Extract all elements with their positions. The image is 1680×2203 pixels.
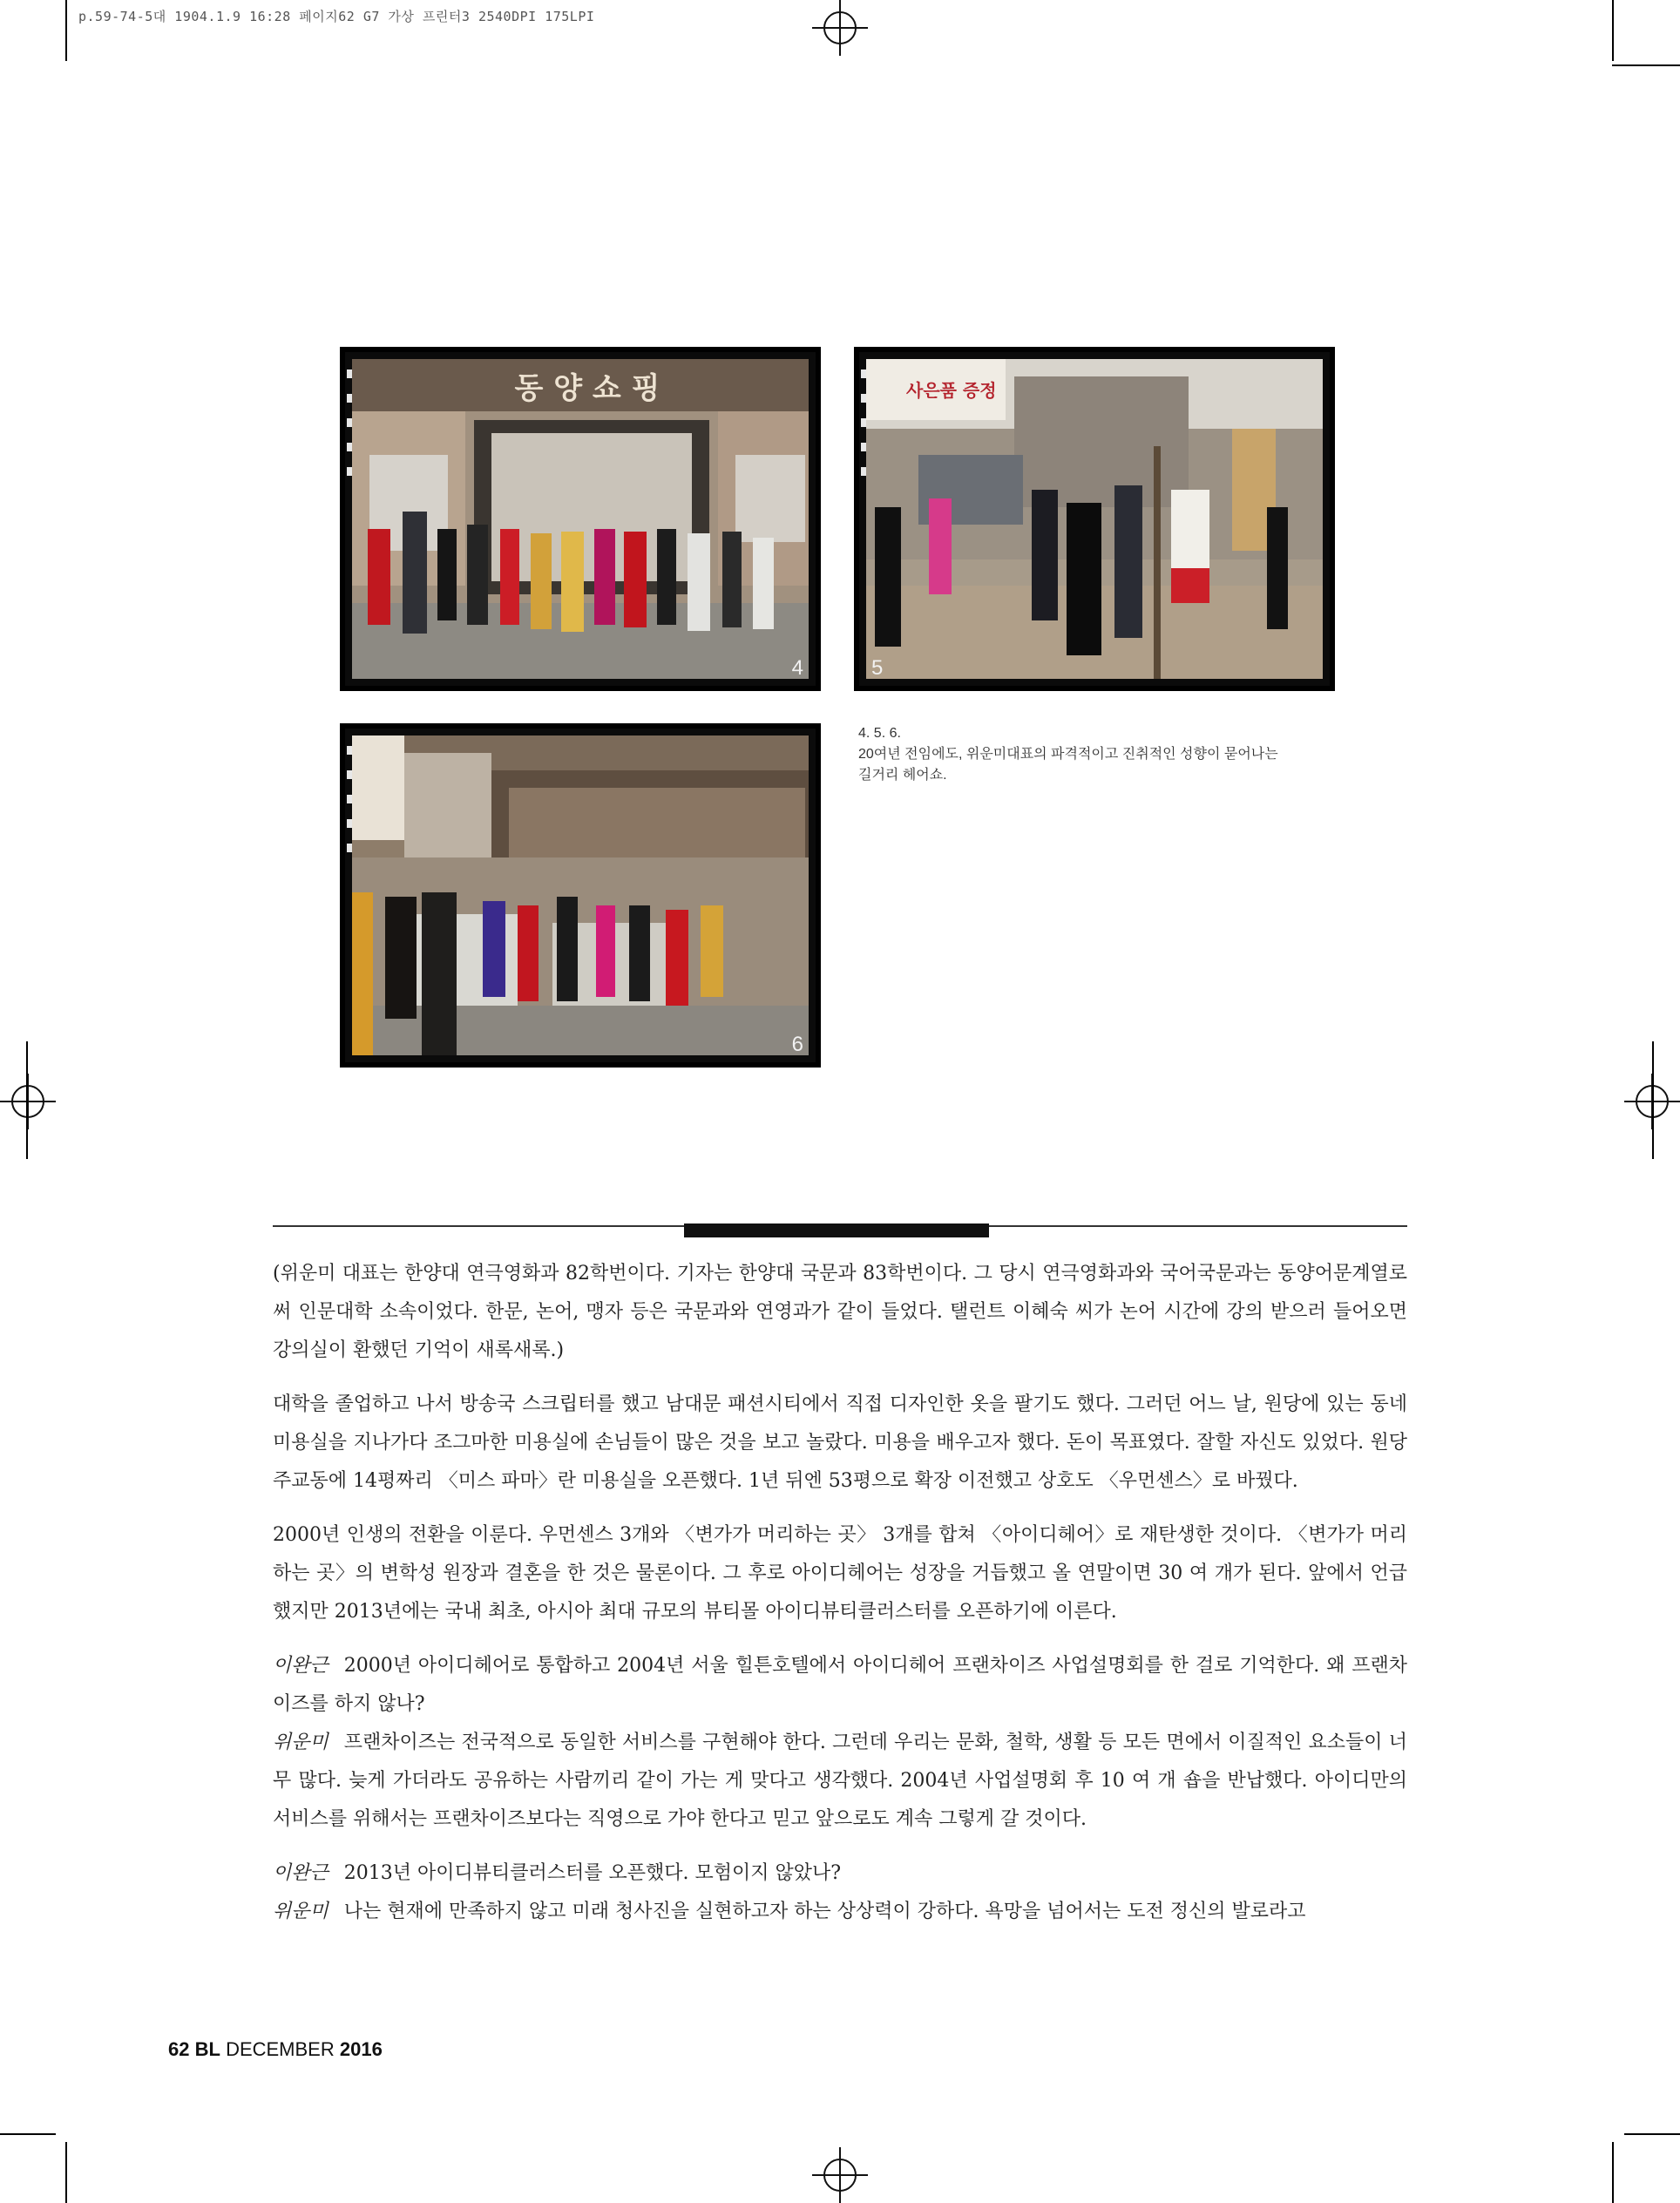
speaker-name: 이완근 xyxy=(273,1655,329,1677)
paragraph: 2000년 인생의 전환을 이룬다. 우먼센스 3개와 〈변가가 머리하는 곳〉 3개를 합쳐 〈아이디헤어〉로 재탄생한 것이다. 〈변가가 머리하는 곳〉의 변학성 원장과 결혼을 한 것은 물론이다. 그 후로 아이디헤어는 성장을 거듭했고 올 연말이면 30 여 개가 된다. 앞에서 언급했지만 2013년에는 국내 최초, 아시아 최대 규모의 뷰티몰 아이디뷰티클러스터를 오픈하기에 이른다. xyxy=(273,1524,1407,1623)
paragraph: 대학을 졸업하고 나서 방송국 스크립터를 했고 남대문 패션시티에서 직접 디자인한 옷을 팔기도 했다. 그러던 어느 날, 원당에 있는 동네 미용실을 지나가다 조그마한 미용실에 손님들이 많은 것을 보고 놀랐다. 미용을 배우고자 했다. 돈이 목표였다. 잘할 자신도 있었다. 원당 주교동에 14평짜리 〈미스 파마〉란 미용실을 오픈했다. 1년 뒤엔 53평으로 확장 이전했고 상호도 〈우먼센스〉로 바꿨다. xyxy=(273,1393,1407,1492)
qa-text: 2000년 아이디헤어로 통합하고 2004년 서울 힐튼호텔에서 아이디헤어 프랜차이즈 사업설명회를 한 걸로 기억한다. 왜 프랜차이즈를 하지 않나? xyxy=(273,1655,1407,1715)
film-sprocket xyxy=(347,394,352,403)
photo-number: 4 xyxy=(791,656,803,680)
article-body xyxy=(273,1255,1407,1931)
paragraph: (위운미 대표는 한양대 연극영화과 82학번이다. 기자는 한양대 국문과 83학번이다. 그 당시 연극영화과와 국어국문과는 동양어문계열로써 인문대학 소속이었다. 한문, 논어, 맹자 등은 국문과와 연영과가 같이 들었다. 탤런트 이혜숙 씨가 논어 시간에 강의 받으러 들어오면 강의실이 환했던 기억이 새록새록.) xyxy=(273,1263,1407,1361)
film-sprocket xyxy=(861,467,866,476)
photo-number: 6 xyxy=(791,1033,803,1056)
registration-mark-icon xyxy=(0,1074,56,1129)
film-sprocket xyxy=(347,369,352,378)
qa-question xyxy=(273,1647,1407,1724)
film-sprocket xyxy=(861,369,866,378)
speaker-name: 위운미 xyxy=(273,1901,329,1922)
film-sprocket xyxy=(347,819,352,828)
qa-text: 나는 현재에 만족하지 않고 미래 청사진을 실현하고자 하는 상상력이 강하다. 욕망을 넘어서는 도전 정신의 발로라고 xyxy=(343,1901,1306,1922)
film-sprocket xyxy=(347,795,352,803)
crop-mark xyxy=(26,1041,28,1159)
photo-4-sign: 동 양 쇼 핑 xyxy=(514,371,660,406)
printer-slug: p.59-74-5대 1904.1.9 16:28 페이지62 G7 가상 프린터3 2540DPI 175LPI xyxy=(78,9,595,24)
crop-mark xyxy=(1612,64,1680,66)
film-sprocket xyxy=(347,418,352,427)
photo-number: 5 xyxy=(871,656,884,680)
crop-mark xyxy=(65,0,67,61)
qa-question xyxy=(273,1854,1407,1893)
film-sprocket xyxy=(347,844,352,852)
speaker-name: 이완근 xyxy=(273,1862,329,1884)
caption-figure-numbers: 4. 5. 6. xyxy=(858,726,901,741)
film-sprocket xyxy=(347,770,352,779)
qa-text: 2013년 아이디뷰티클러스터를 오픈했다. 모험이지 않았나? xyxy=(343,1862,842,1884)
registration-mark-icon xyxy=(812,2147,868,2203)
film-sprocket xyxy=(347,467,352,476)
issue-month: DECEMBER xyxy=(226,2038,335,2060)
film-sprocket xyxy=(861,443,866,451)
film-sprocket xyxy=(347,443,352,451)
magazine-name: BL xyxy=(194,2038,220,2060)
crop-mark xyxy=(0,2133,56,2135)
photo-5 xyxy=(854,347,1335,691)
section-divider-block xyxy=(684,1224,989,1237)
issue-year: 2016 xyxy=(339,2038,383,2060)
caption-line: 길거리 헤어쇼. xyxy=(858,768,947,783)
registration-mark-icon xyxy=(812,0,868,56)
caption-line: 20여년 전임에도, 위운미대표의 파격적이고 진취적인 성향이 묻어나는 xyxy=(858,747,1278,762)
page-footer xyxy=(168,2038,383,2061)
film-sprocket xyxy=(347,746,352,755)
photo-caption xyxy=(858,723,1346,786)
crop-mark xyxy=(1612,2142,1614,2203)
crop-mark xyxy=(65,2142,67,2203)
qa-answer xyxy=(273,1893,1407,1931)
photo-5-sign: 사은품 증정 xyxy=(906,380,997,401)
photo-6 xyxy=(340,723,821,1068)
qa-answer xyxy=(273,1724,1407,1839)
speaker-name: 위운미 xyxy=(273,1732,329,1753)
film-sprocket xyxy=(861,418,866,427)
photo-4 xyxy=(340,347,821,691)
qa-text: 프랜차이즈는 전국적으로 동일한 서비스를 구현해야 한다. 그런데 우리는 문화, 철학, 생활 등 모든 면에서 이질적인 요소들이 너무 많다. 늦게 가더라도 공유하는 사람끼리 같이 가는 게 맞다고 생각했다. 2004년 사업설명회 후 10 여 개 숍을 반납했다. 아이디만의 서비스를 위해서는 프랜차이즈보다는 직영으로 가야 한다고 믿고 앞으로도 계속 그렇게 갈 것이다. xyxy=(273,1732,1407,1830)
film-sprocket xyxy=(861,394,866,403)
crop-mark xyxy=(1652,1041,1654,1159)
page-number: 62 xyxy=(168,2038,190,2060)
crop-mark xyxy=(1612,0,1614,61)
crop-mark xyxy=(1624,2133,1680,2135)
